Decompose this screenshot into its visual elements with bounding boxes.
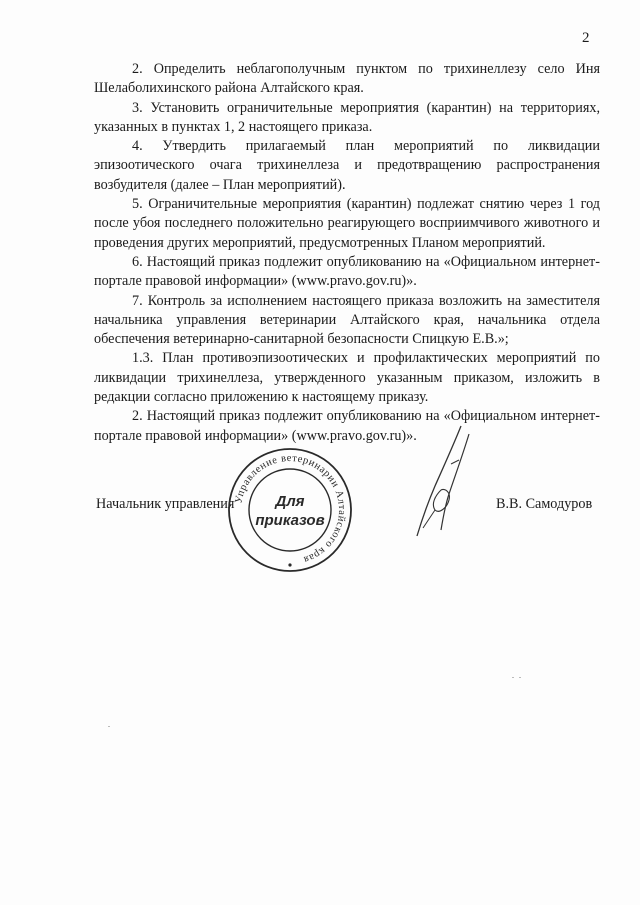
signatory-name: В.В. Самодуров bbox=[496, 496, 593, 512]
stamp-center-line-2: приказов bbox=[255, 512, 325, 529]
paragraph-6: 6. Настоящий приказ подлежит опубликованию на «Официальном интернет-портале правовой информации» (www.pravo.gov.ru)». bbox=[94, 253, 600, 290]
page-number: 2 bbox=[582, 30, 590, 46]
paragraph-5: 5. Ограничительные мероприятия (карантин) подлежат снятию через 1 год после убоя последнего положительно реагирующего восприимчивого животного и проведения других мероприятий, предусмотренных Планом мероприятий. bbox=[94, 196, 600, 251]
stamp-center-line-1: Для bbox=[275, 493, 305, 510]
stamp-dot bbox=[288, 563, 291, 566]
paragraph-7: 7. Контроль за исполнением настоящего приказа возложить на заместителя начальника управления ветеринарии Алтайского края, начальника отдела обеспечения ветеринарно-санитарной безопасности Спицкую Е.В.»; bbox=[94, 292, 600, 348]
scan-speck bbox=[512, 677, 514, 678]
paragraph-3: 3. Установить ограничительные мероприятия (карантин) на территориях, указанных в пунктах 1, 2 настоящего приказа. bbox=[94, 99, 600, 135]
scan-speck bbox=[519, 677, 521, 678]
document-body bbox=[94, 60, 600, 446]
paragraph-1-3: 1.3. План противоэпизоотических и профилактических мероприятий по ликвидации трихинеллеза, утвержденного указанным приказом, изложить в редакции согласно приложению к настоящему приказу. bbox=[94, 350, 600, 406]
scan-speck bbox=[108, 726, 110, 727]
signatory-title: Начальник управления bbox=[96, 496, 235, 512]
paragraph-final-2: 2. Настоящий приказ подлежит опубликованию на «Официальном интернет-портале правовой информации» (www.pravo.gov.ru)». bbox=[94, 408, 600, 444]
handwritten-signature bbox=[405, 424, 477, 542]
stamp-ring-text: Управление ветеринарии Алтайского края bbox=[233, 452, 348, 566]
paragraph-4: 4. Утвердить прилагаемый план мероприятий по ликвидации эпизоотического очага трихинеллеза и предотвращению распространения возбудителя (далее – План мероприятий). bbox=[94, 138, 600, 193]
paragraph-2: 2. Определить неблагополучным пунктом по трихинеллезу село Иня Шелаболихинского района Алтайского края. bbox=[94, 61, 600, 97]
official-stamp bbox=[226, 446, 354, 574]
